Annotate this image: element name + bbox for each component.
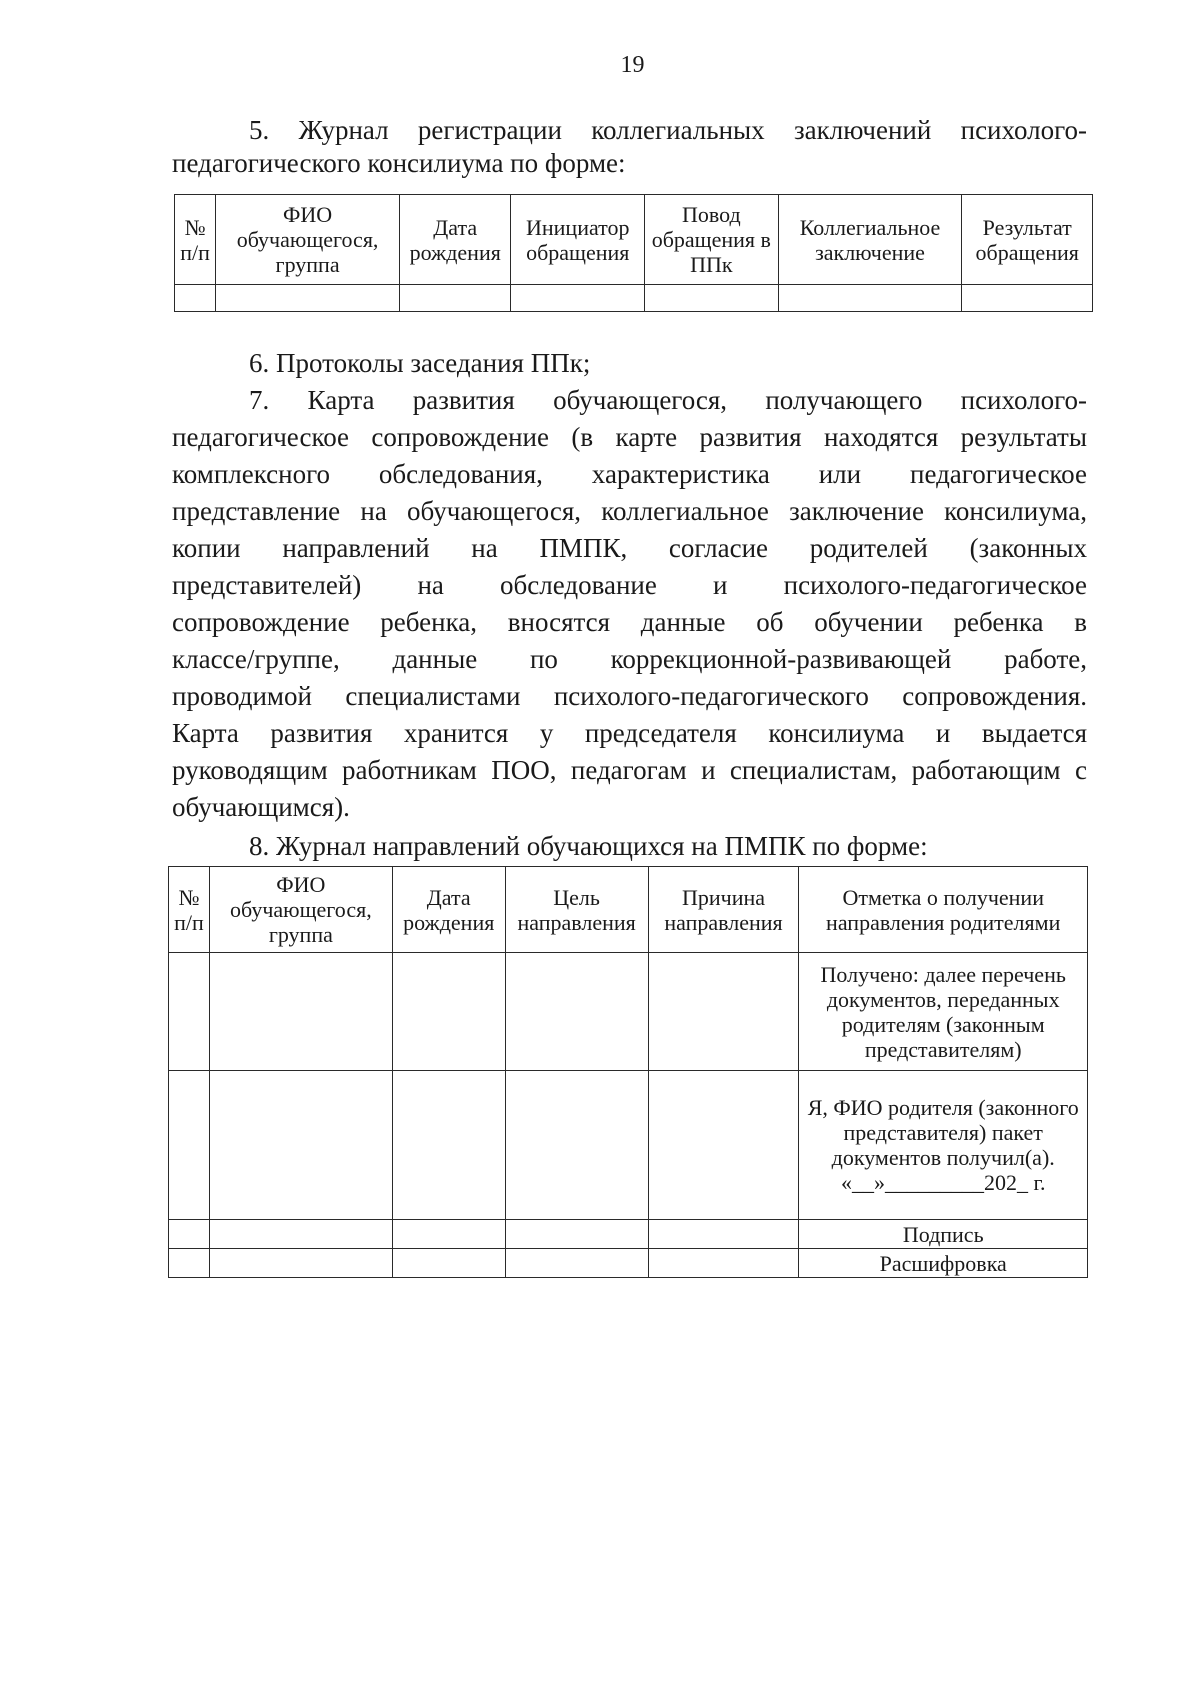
col-num-header: № п/п <box>169 867 210 953</box>
statement-cell <box>799 1071 1088 1220</box>
col-fio-header: ФИО обучающегося, группа <box>209 867 392 953</box>
col-birth-header: Дата рождения <box>392 867 505 953</box>
item7-line: Карта развития хранится у председателя консилиума и выдается <box>172 718 1087 748</box>
item6-text: 6. Протоколы заседания ППк; <box>249 348 591 378</box>
statement-text: Я, ФИО родителя (законного представителя) пакет документов получил(а). <box>807 1095 1079 1170</box>
col-mark-header: Отметка о получении направления родителями <box>799 867 1088 953</box>
item7-line: классе/группе, данные по коррекционной-развивающей работе, <box>172 644 1087 674</box>
item7-line: представление на обучающегося, коллегиальное заключение консилиума, <box>172 496 1087 526</box>
table-row <box>169 953 1088 1071</box>
section5-heading-line2: педагогического консилиума по форме: <box>172 148 626 178</box>
pmpk-referrals-table <box>168 866 1088 1278</box>
item7-line: 7. Карта развития обучающегося, получающего психолого- <box>249 385 1087 415</box>
page-number: 19 <box>620 52 645 78</box>
date-line: «__»_________202_ г. <box>840 1170 1046 1195</box>
col-reason-header: Повод обращения в ППк <box>645 195 779 285</box>
table-row <box>175 285 1093 312</box>
col-num-header: № п/п <box>175 195 216 285</box>
table-row <box>169 1220 1088 1249</box>
col-cause-header: Причина направления <box>648 867 799 953</box>
item7-line: представителей) на обследование и психолого-педагогическое <box>172 570 1087 600</box>
item7-line: проводимой специалистами психолого-педагогического сопровождения. <box>172 681 1087 711</box>
item7-line: сопровождение ребенка, вносятся данные об обучении ребенка в <box>172 607 1087 637</box>
col-result-header: Результат обращения <box>962 195 1093 285</box>
section5-heading-line1: 5. Журнал регистрации коллегиальных заключений психолого- <box>249 115 1087 145</box>
col-birth-header: Дата рождения <box>399 195 510 285</box>
table-row <box>169 1249 1088 1278</box>
signature-cell: Подпись <box>799 1220 1088 1249</box>
transcript-cell: Расшифровка <box>799 1249 1088 1278</box>
col-initiator-header: Инициатор обращения <box>511 195 645 285</box>
item7-line: руководящим работникам ПОО, педагогам и специалистам, работающим с <box>172 755 1087 785</box>
section8-heading: 8. Журнал направлений обучающихся на ПМПК по форме: <box>249 831 928 861</box>
item7-line: педагогическое сопровождение (в карте развития находятся результаты <box>172 422 1087 452</box>
col-fio-header: ФИО обучающегося, группа <box>216 195 400 285</box>
collegial-conclusions-table <box>174 194 1093 312</box>
col-goal-header: Цель направления <box>505 867 648 953</box>
col-conclusion-header: Коллегиальное заключение <box>778 195 962 285</box>
item7-line: комплексного обследования, характеристика или педагогическое <box>172 459 1087 489</box>
item7-line: обучающимся). <box>172 792 350 822</box>
item7-line: копии направлений на ПМПК, согласие родителей (законных <box>172 533 1087 563</box>
received-cell: Получено: далее перечень документов, переданных родителям (законным представителям) <box>799 953 1088 1071</box>
table-row <box>169 1071 1088 1220</box>
